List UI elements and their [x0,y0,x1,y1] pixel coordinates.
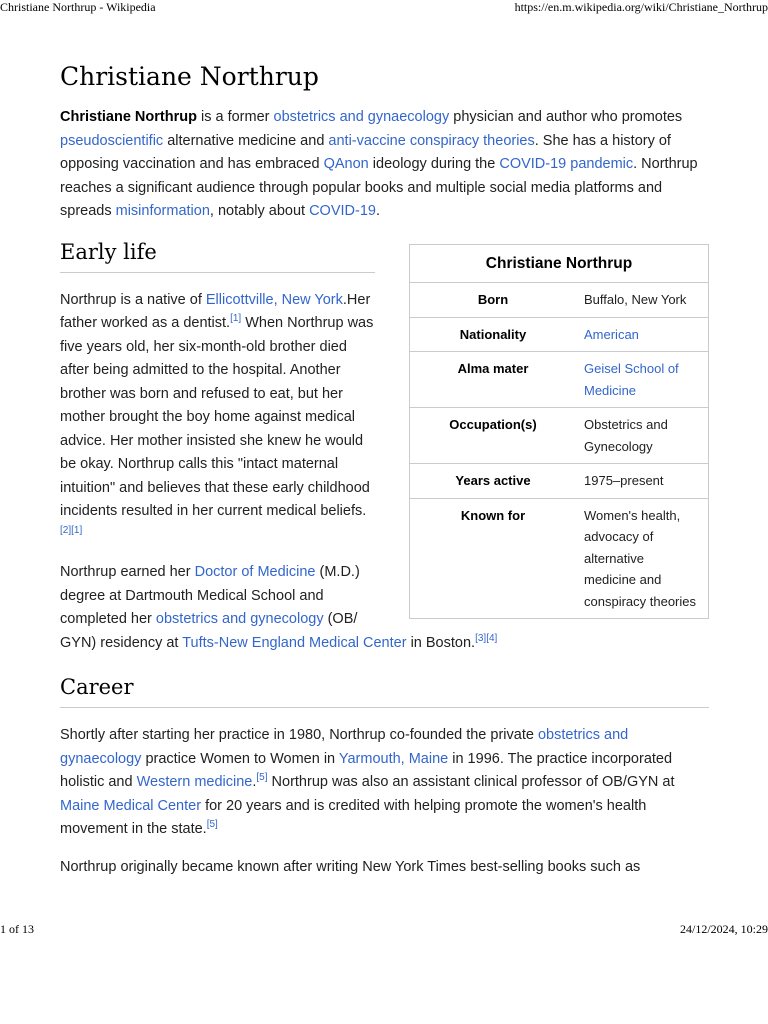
print-header [0,0,768,16]
body-text: Northrup earned her [60,564,195,580]
citation [60,525,82,536]
link-tufts[interactable]: Tufts-New England Medical Center [182,634,407,651]
infobox-row-nationality [410,317,709,352]
link-covid-19[interactable]: COVID-19 [309,203,376,219]
page-title: Christiane Northrup [60,62,319,91]
citation-link[interactable]: [4] [486,632,498,644]
link-yarmouth-maine[interactable]: Yarmouth, Maine [338,750,449,767]
lead-text: , notably about [209,203,310,219]
lead-text: . [375,203,380,219]
infobox-row-occupation [410,408,709,464]
lead-text: . Northrup reaches a significant audience through popular books and multiple social media platforms and spreads [60,156,698,219]
body-text: . [252,774,257,790]
infobox-value: Obstetrics and Gynecology [576,408,709,464]
citation-link[interactable]: [1] [71,524,83,536]
lead-text: is a former [196,109,274,125]
link-obstetrics-gynecology[interactable]: obstetrics and gynecology [155,611,324,627]
infobox-label: Alma mater [410,352,577,408]
infobox-label: Nationality [410,317,577,352]
print-footer [0,922,768,938]
infobox [409,244,709,620]
infobox-label: Occupation(s) [410,408,577,464]
infobox-row-alma-mater [410,352,709,408]
citation-link[interactable]: [5] [256,772,268,784]
link-anti-vaccine[interactable]: anti-vaccine conspiracy theories [328,132,535,149]
infobox-value: 1975–present [576,464,709,499]
lead-text: ideology during the [368,156,500,172]
link-qanon[interactable]: QAnon [323,156,369,172]
body-text: Northrup is a native of [60,291,206,308]
body-text: Northrup was also an assistant clinical professor of OB/GYN at [267,774,675,790]
infobox-label: Born [410,283,577,318]
link-ellicottville[interactable]: Ellicottville, New York [205,291,343,308]
link-geisel-school[interactable]: Geisel School of Medicine [584,361,679,398]
link-western-medicine[interactable]: Western medicine [136,774,253,790]
infobox-value: Buffalo, New York [576,283,709,318]
link-covid-pandemic[interactable]: COVID-19 pandemic [499,156,634,172]
body-text: (M.D.) degree at Dartmouth Medical School and completed her [60,564,360,627]
lead-text: . She has a history of opposing vaccination and has embraced [60,132,671,172]
lead-paragraph [60,106,709,224]
link-maine-medical-center[interactable]: Maine Medical Center [60,797,202,814]
citation [256,772,267,783]
body-text: in Boston. [406,634,476,651]
body-text: When Northrup was five years old, her six-month-old brother died after being admitted to the hospital. Another brother was born and refused to eat, but her mother brought the boy home against medical advice. Her mother insisted she knew he would be okay. Northrup calls this "intact maternal intuition" and believes that these early childhood incidents resulted in her current medical beliefs. [60,315,374,519]
citation-link[interactable]: [1] [230,313,242,325]
infobox-value-cell [576,352,709,408]
citation-link[interactable]: [5] [206,819,218,831]
infobox-row-known-for [410,498,709,619]
infobox-row-years-active [410,464,709,499]
infobox-value-cell [576,317,709,352]
citation-link[interactable]: [3] [475,632,487,644]
link-doctor-of-medicine[interactable]: Doctor of Medicine [194,564,316,580]
career-paragraph-1 [60,724,709,842]
citation [207,819,218,830]
link-misinformation[interactable]: misinformation [115,203,210,219]
citation-link[interactable]: [2] [60,524,72,536]
print-datetime: 24/12/2024, 10:29 [679,922,768,936]
lead-text: physician and author who promotes [449,109,683,125]
link-pseudoscientific[interactable]: pseudoscientific [60,132,164,149]
link-obstetrics-gynaecology[interactable]: obstetrics and gynaecology [60,727,629,767]
link-american[interactable]: American [584,326,639,342]
lead-text: alternative medicine and [163,132,329,149]
print-page-number: 1 of 13 [0,922,34,936]
section-heading-early-life: Early life [60,238,375,273]
body-text: in 1996. The practice incorporated holistic and [60,750,673,790]
citation [230,313,241,324]
infobox-value: Women's health, advocacy of alternative medicine and conspiracy theories [576,498,709,619]
print-page-url[interactable]: https://en.m.wikipedia.org/wiki/Christiane_Northrup [514,0,768,14]
career-paragraph-2: Northrup originally became known after writing New York Times best-selling books such as [60,858,641,875]
body-text: .Her father worked as a dentist. [60,291,371,331]
lead-bold-name: Christiane Northrup [60,109,197,125]
print-page-title: Christiane Northrup - Wikipedia [0,0,156,14]
infobox-row-born [410,283,709,318]
infobox-caption: Christiane Northrup [409,244,709,283]
body-text: Shortly after starting her practice in 1980, Northrup co-founded the private [60,727,538,743]
citation [475,633,497,644]
body-text: practice Women to Women in [141,750,339,767]
article-content [60,52,709,893]
infobox-label: Years active [410,464,577,499]
section-heading-career: Career [60,673,709,708]
link-obstetrics-gynaecology[interactable]: obstetrics and gynaecology [273,109,450,125]
body-text: (OB/ GYN) residency at [60,611,358,651]
body-text: for 20 years and is credited with helping promote the women's health movement in the state. [60,797,647,837]
infobox-label: Known for [410,498,577,619]
